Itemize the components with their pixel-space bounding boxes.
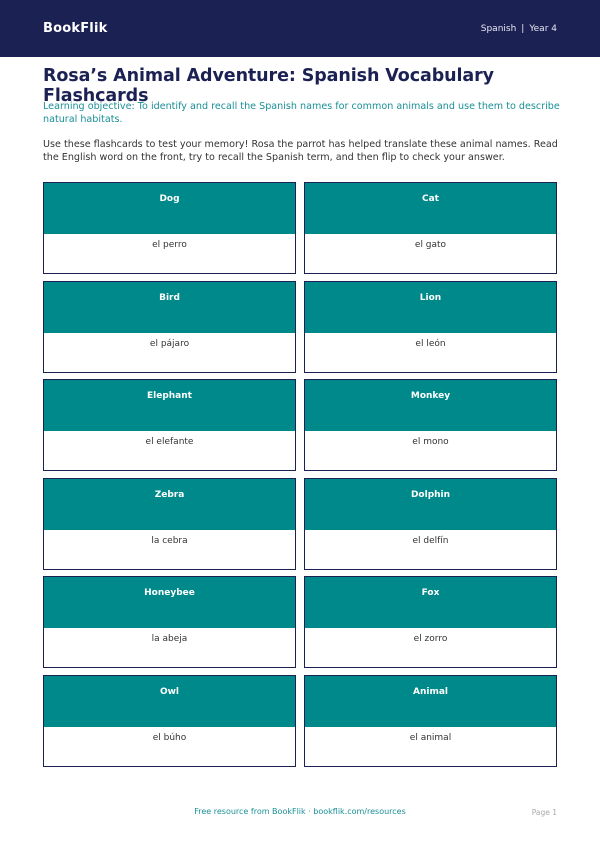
flashcard[interactable] [304,576,557,668]
page-title: Rosa’s Animal Adventure: Spanish Vocabulary Flashcards [43,66,494,106]
flashcard-back: la abeja [151,634,188,645]
flashcard-back: el gato [414,240,447,250]
flashcard-back: el león [415,338,446,349]
page-number: Page 1 [531,808,557,817]
meta-separator: | [521,23,525,34]
flashcard-front: Dog [44,183,295,234]
flashcard[interactable] [43,281,296,373]
page-header [0,0,600,57]
flashcard[interactable] [304,675,557,767]
year-label: Year 4 [529,23,557,34]
flashcard-back: el elefante [145,437,194,448]
flashcard[interactable] [304,379,557,471]
flashcard[interactable] [43,379,296,471]
flashcard-front: Dolphin [305,479,556,530]
footer-text: Free resource from BookFlik · bookflik.com/resources [194,807,406,816]
brand-logo: BookFlik [43,21,108,36]
flashcard-back: la cebra [151,535,188,546]
flashcard-front: Fox [305,577,556,628]
flashcard[interactable] [304,182,557,274]
flashcard[interactable] [304,281,557,373]
flashcard-front: Lion [305,282,556,333]
flashcard-back: el perro [152,240,187,250]
flashcard[interactable] [304,478,557,570]
flashcard-back: el mono [412,437,449,448]
flashcard-back: el pájaro [149,338,190,349]
flashcard-front: Honeybee [44,577,295,628]
flashcard-back: el búho [152,733,187,743]
flashcard-front: Cat [305,183,556,234]
flashcard-back: el animal [409,733,452,743]
flashcard-front: Owl [44,676,295,727]
flashcard-front: Zebra [44,479,295,530]
subject-label: Spanish [480,23,517,34]
flashcard-front: Bird [44,282,295,333]
flashcard-front: Elephant [44,380,295,431]
learning-objective: Learning objective: To identify and recall the Spanish names for common animals and use them to describe natural habitats. [43,101,560,125]
flashcard[interactable] [43,675,296,767]
flashcard-front: Animal [305,676,556,727]
flashcard-back: el zorro [413,634,448,645]
flashcard[interactable] [43,182,296,274]
flashcard-back: el delfín [412,535,449,546]
flashcard[interactable] [43,478,296,570]
intro-text: Use these flashcards to test your memory! Rosa the parrot has helped translate these animal names. Read the English word on the front, try to recall the Spanish term, and then flip to check your answer. [43,139,558,163]
flashcard-front: Monkey [305,380,556,431]
flashcard[interactable] [43,576,296,668]
header-meta [481,24,557,34]
